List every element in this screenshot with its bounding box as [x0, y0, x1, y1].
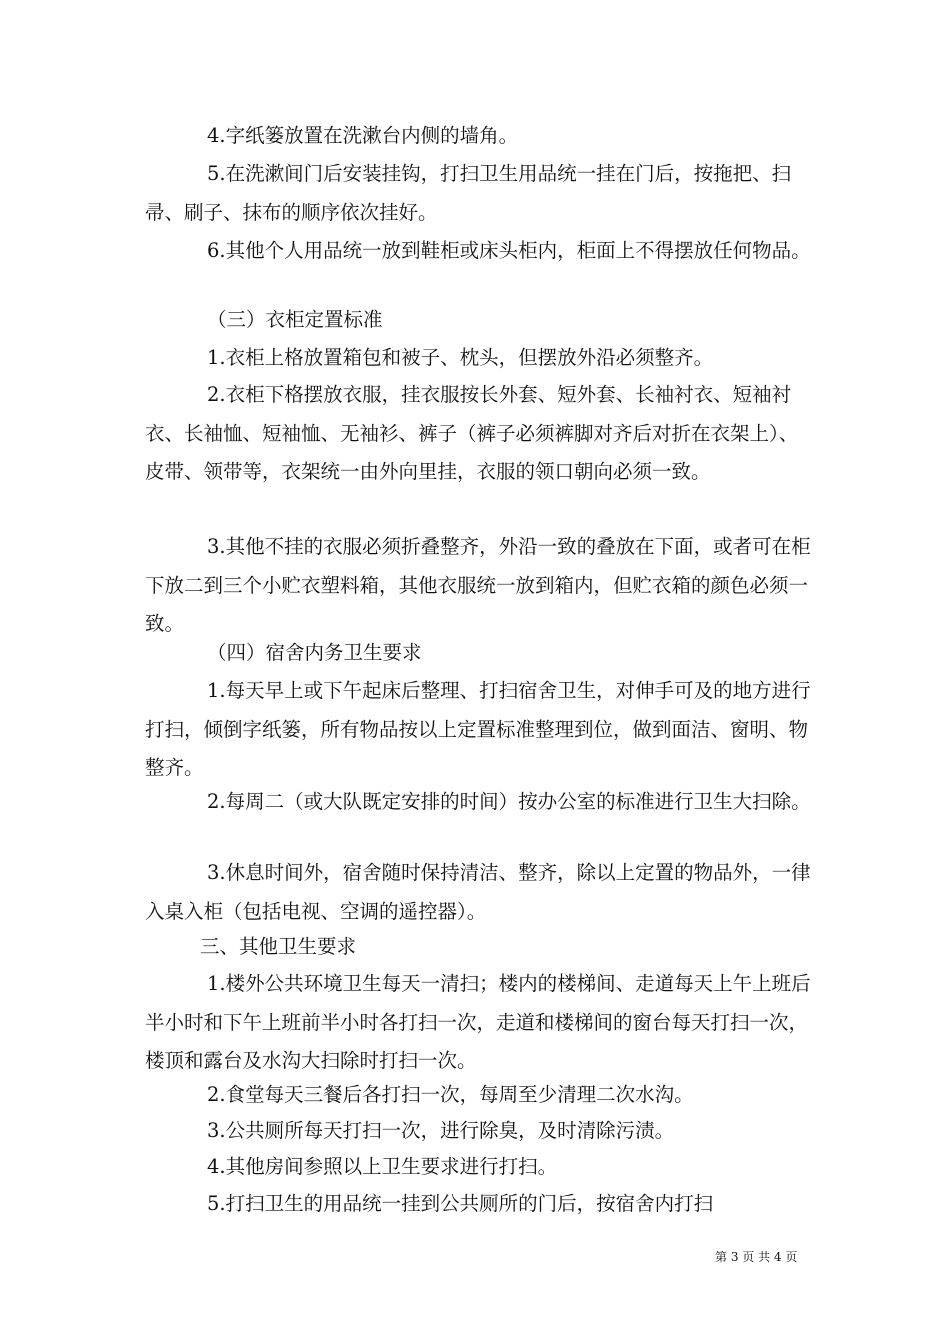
paragraph-other-2: 2.食堂每天三餐后各打扫一次，每周至少清理二次水沟。 [207, 1083, 694, 1106]
paragraph-dorm-3: 3.休息时间外，宿舍随时保持清洁、整齐，除以上定置的物品外，一律入桌入柜（包括电视、空调的遥控器）。 [145, 861, 811, 923]
paragraph-wardrobe-3: 3.其他不挂的衣服必须折叠整齐，外沿一致的叠放在下面，或者可在柜下放二到三个小贮衣塑料箱，其他衣服统一放到箱内，但贮衣箱的颜色必须一致。 [145, 535, 811, 635]
section-heading-other: 三、其他卫生要求 [200, 935, 357, 958]
section-heading-dorm: （四）宿舍内务卫生要求 [207, 641, 422, 664]
paragraph-6: 6.其他个人用品统一放到鞋柜或床头柜内，柜面上不得摆放任何物品。 [207, 239, 811, 262]
paragraph-wardrobe-1: 1.衣柜上格放置箱包和被子、枕头，但摆放外沿必须整齐。 [207, 346, 714, 369]
paragraph-5: 5.在洗漱间门后安装挂钩，打扫卫生用品统一挂在门后，按拖把、扫帚、刷子、抹布的顺序依次挂好。 [145, 162, 792, 224]
paragraph-dorm-1: 1.每天早上或下午起床后整理、打扫宿舍卫生，对伸手可及的地方进行打扫，倾倒字纸篓，所有物品按以上定置标准整理到位，做到面洁、窗明、物整齐。 [145, 679, 811, 779]
page-number-footer: 第 3 页 共 4 页 [715, 1250, 798, 1264]
section-heading-wardrobe: （三）衣柜定置标准 [207, 308, 383, 331]
paragraph-wardrobe-2: 2.衣柜下格摆放衣服，挂衣服按长外套、短外套、长袖衬衣、短袖衬衣、长袖恤、短袖恤、无袖衫、裤子（裤子必须裤脚对齐后对折在衣架上）、皮带、领带等，衣架统一由外向里挂，衣服的领口朝向必须一致。 [145, 383, 799, 483]
paragraph-dorm-2: 2.每周二（或大队既定安排的时间）按办公室的标准进行卫生大扫除。 [207, 790, 811, 813]
paragraph-other-5: 5.打扫卫生的用品统一挂到公共厕所的门后，按宿舍内打扫 [207, 1192, 714, 1215]
paragraph-other-3: 3.公共厕所每天打扫一次，进行除臭，及时清除污渍。 [207, 1119, 675, 1142]
paragraph-other-1: 1.楼外公共环境卫生每天一清扫；楼内的楼梯间、走道每天上午上班后半小时和下午上班前半小时各打扫一次，走道和楼梯间的窗台每天打扫一次，楼顶和露台及水沟大扫除时打扫一次。 [145, 972, 811, 1072]
paragraph-4: 4.字纸篓放置在洗漱台内侧的墙角。 [207, 124, 519, 147]
paragraph-other-4: 4.其他房间参照以上卫生要求进行打扫。 [207, 1155, 558, 1178]
